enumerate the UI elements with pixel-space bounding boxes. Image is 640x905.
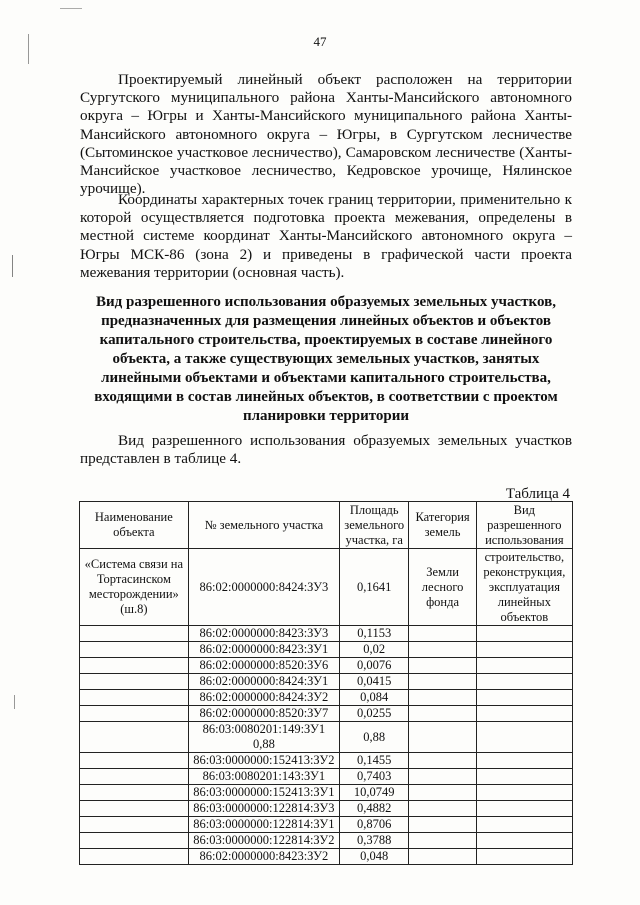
parcel-cell: 86:02:0000000:8423:ЗУ3 [188, 626, 339, 642]
scan-artifact [28, 34, 29, 64]
table-row [80, 626, 573, 642]
header-parcel-number: № земельного участка [188, 502, 339, 549]
paragraph-location [80, 71, 572, 198]
area-cell: 0,4882 [340, 801, 409, 817]
scan-artifact [12, 255, 13, 277]
parcel-number: 86:03:0080201:149:ЗУ1 [202, 722, 326, 736]
table-header-row [80, 502, 573, 549]
area-cell: 0,8706 [340, 817, 409, 833]
parcel-cell: 86:03:0080201:143:ЗУ1 [188, 769, 339, 785]
table-row [80, 785, 573, 801]
table-row [80, 769, 573, 785]
paragraph-coordinates [80, 191, 572, 282]
header-usage: Вид разрешенного использования [476, 502, 572, 549]
header-object-name: Наименование объекта [80, 502, 189, 549]
parcel-cell: 86:03:0000000:122814:ЗУ1 [188, 817, 339, 833]
paragraph-table-intro [80, 432, 572, 468]
parcel-cell: 86:02:0000000:8520:ЗУ6 [188, 658, 339, 674]
parcel-cell: 86:02:0000000:8424:ЗУ2 [188, 690, 339, 706]
parcel-cell: 86:03:0000000:122814:ЗУ3 [188, 801, 339, 817]
table-row [80, 549, 573, 626]
paragraph-text: Координаты характерных точек границ территории, применительно к которой осуществляется подготовка проекта межевания, определены в местной системе координат Ханты-Мансийского автономного округа – Югры МСК-86 (зона 2) и приведены в графической части проекта межевания территории (основная часть). [80, 191, 572, 281]
usage-cell: строительство, реконструкция, эксплуатация линейных объектов [476, 549, 572, 626]
area-cell: 0,02 [340, 642, 409, 658]
table-row [80, 690, 573, 706]
area-cell: 0,88 [340, 722, 409, 753]
category-cell: Земли лесного фонда [409, 549, 476, 626]
table-row [80, 801, 573, 817]
object-name-cell: «Система связи на Тортасинском месторождении» (ш.8) [80, 549, 189, 626]
area-cell: 0,1455 [340, 753, 409, 769]
area-cell: 0,1153 [340, 626, 409, 642]
table-row [80, 753, 573, 769]
table-row [80, 642, 573, 658]
section-heading: Вид разрешенного использования образуемых земельных участков, предназначенных для размещения линейных объектов и объектов капитального строительства, проектируемых в составе линейного объекта, а также существующих земельных участков, занятых линейными объектами и объектами капитального строительства, входящими в состав линейных объектов, в соответствии с проектом планировки территории [94, 294, 558, 424]
parcel-cell: 86:02:0000000:8424:ЗУ3 [188, 549, 339, 626]
paragraph-text: Проектируемый линейный объект расположен на территории Сургутского муниципального района Ханты-Мансийского автономного округа – Югры и Ханты-Мансийского муниципального района Ханты-Мансийского автономного округа – Югры, в Сургутском лесничестве (Сытоминское участковое лесничество), Самаровском лесничестве (Ханты-Мансийское участковое лесничество, Кедровское урочище, Нялинское урочище). [80, 71, 572, 198]
area-cell: 0,0255 [340, 706, 409, 722]
area-cell: 10,0749 [340, 785, 409, 801]
area-cell: 0,048 [340, 849, 409, 865]
parcel-cell [188, 722, 339, 753]
table-row [80, 833, 573, 849]
parcel-extra-value: 0,88 [252, 737, 275, 751]
page-number: 47 [313, 34, 327, 49]
parcel-cell: 86:03:0000000:122814:ЗУ2 [188, 833, 339, 849]
header-area: Площадь земельного участка, га [340, 502, 409, 549]
header-category: Категория земель [409, 502, 476, 549]
land-use-table [79, 501, 573, 865]
area-cell: 0,084 [340, 690, 409, 706]
table-row [80, 722, 573, 753]
parcel-cell: 86:02:0000000:8423:ЗУ2 [188, 849, 339, 865]
parcel-cell: 86:02:0000000:8424:ЗУ1 [188, 674, 339, 690]
area-cell: 0,1641 [340, 549, 409, 626]
table-caption: Таблица 4 [505, 486, 570, 502]
area-cell: 0,0415 [340, 674, 409, 690]
parcel-cell: 86:03:0000000:152413:ЗУ2 [188, 753, 339, 769]
paragraph-text: Вид разрешенного использования образуемых земельных участков представлен в таблице 4. [80, 432, 572, 468]
table-row [80, 658, 573, 674]
table-row [80, 817, 573, 833]
area-cell: 0,3788 [340, 833, 409, 849]
parcel-cell: 86:02:0000000:8423:ЗУ1 [188, 642, 339, 658]
table-row [80, 706, 573, 722]
scan-artifact [14, 695, 15, 709]
area-cell: 0,0076 [340, 658, 409, 674]
parcel-cell: 86:03:0000000:152413:ЗУ1 [188, 785, 339, 801]
scan-artifact [60, 8, 82, 9]
table-row [80, 674, 573, 690]
area-cell: 0,7403 [340, 769, 409, 785]
table-row [80, 849, 573, 865]
parcel-cell: 86:02:0000000:8520:ЗУ7 [188, 706, 339, 722]
